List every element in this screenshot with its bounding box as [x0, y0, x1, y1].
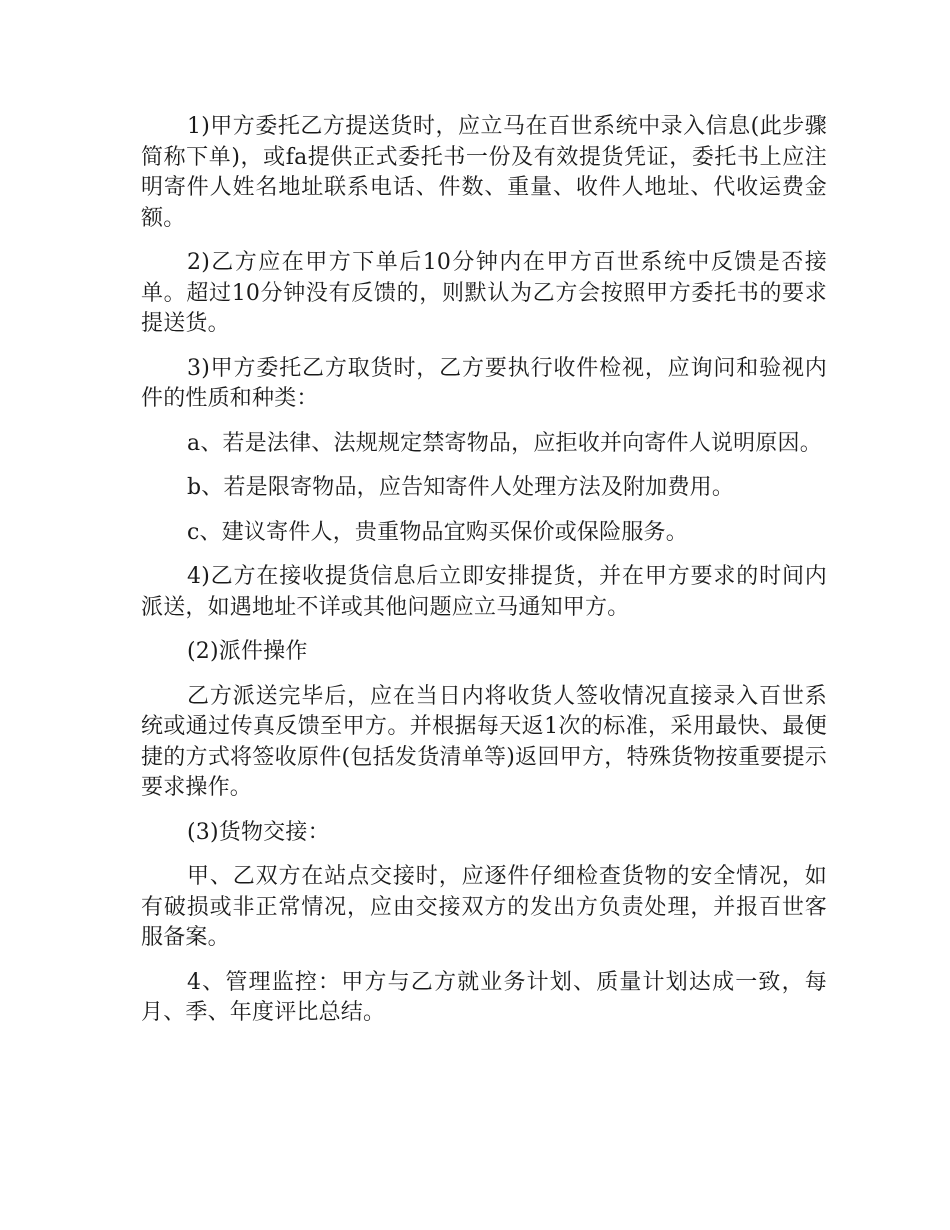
paragraph-arrange-pickup: 4)乙方在接收提货信息后立即安排提货，并在甲方要求的时间内派送，如遇地址不详或其他问题应立马通知甲方。 — [141, 564, 827, 620]
document-body — [141, 112, 827, 1043]
section-heading-dispatch: (2)派件操作 — [187, 639, 308, 664]
paragraph-restricted-items: b、若是限寄物品，应告知寄件人处理方法及附加费用。 — [187, 475, 735, 500]
paragraph-pickup-inspection: 3)甲方委托乙方取货时，乙方要执行收件检视，应询问和验视内件的性质和种类： — [141, 355, 827, 411]
paragraph-management-monitoring: 4、管理监控：甲方与乙方就业务计划、质量计划达成一致，每月、季、年度评比总结。 — [141, 969, 827, 1025]
paragraph-prohibited-items: a、若是法律、法规规定禁寄物品，应拒收并向寄件人说明原因。 — [187, 430, 822, 456]
paragraph-order-confirmation: 2)乙方应在甲方下单后10分钟内在甲方百世系统中反馈是否接单。超过10分钟没有反馈的，则默认为乙方会按照甲方委托书的要求提送货。 — [141, 250, 827, 336]
paragraph-insurance-advice: c、建议寄件人，贵重物品宜购买保价或保险服务。 — [187, 519, 688, 545]
paragraph-handover-check: 甲、乙双方在站点交接时，应逐件仔细检查货物的安全情况，如有破损或非正常情况，应由交接双方的发出方负责处理，并报百世客服备案。 — [141, 864, 827, 950]
paragraph-pickup-delivery-order: 1)甲方委托乙方提送货时，应立马在百世系统中录入信息(此步骤简称下单)，或fa提供正式委托书一份及有效提货凭证，委托书上应注明寄件人姓名地址联系电话、件数、重量、收件人地址、代收运费金额。 — [141, 114, 827, 231]
section-heading-handover: (3)货物交接： — [187, 819, 330, 845]
paragraph-dispatch-feedback: 乙方派送完毕后，应在当日内将收货人签收情况直接录入百世系统或通过传真反馈至甲方。并根据每天返1次的标准，采用最快、最便捷的方式将签收原件(包括发货清单等)返回甲方，特殊货物按重要提示要求操作。 — [141, 683, 827, 800]
